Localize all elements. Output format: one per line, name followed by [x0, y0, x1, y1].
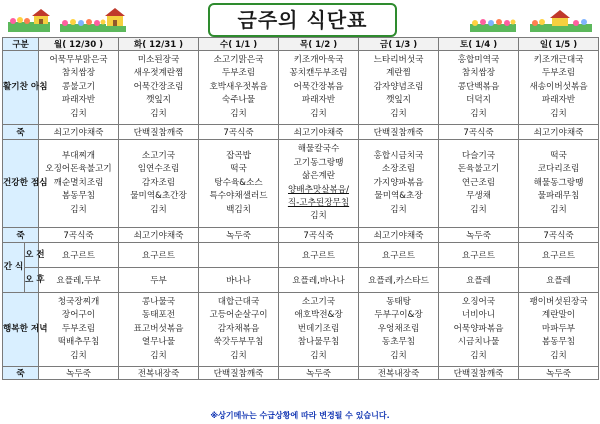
lunch-cell [119, 140, 199, 228]
menu-item: 대합근대국 [217, 296, 260, 307]
menu-item: 동태탕 [386, 296, 411, 307]
snack-afternoon-cell: 요플레,두부 [39, 268, 119, 293]
lunch-cell [519, 140, 599, 228]
day-name: 토 [459, 40, 469, 50]
page-title: 금주의 식단표 [208, 3, 397, 37]
menu-item: 소장조림 [381, 164, 416, 175]
menu-item: 김치 [470, 108, 487, 119]
day-name: 월 [53, 40, 63, 50]
breakfast-cell [119, 51, 199, 125]
menu-item: 어묵간장조림 [133, 81, 184, 92]
porridge-cell: 녹두죽 [279, 367, 359, 380]
menu-table [2, 37, 599, 380]
menu-item: 소고기국 [141, 150, 176, 161]
menu-item: 어묵무부맑은국 [49, 54, 108, 65]
porridge-cell: 단백질참깨죽 [359, 125, 439, 140]
porridge-cell: 7곡식죽 [199, 125, 279, 140]
menu-item: 김치 [70, 350, 87, 361]
snack-afternoon-cell: 요플레,바나나 [279, 268, 359, 293]
menu-item: 번데기조림 [297, 323, 340, 334]
menu-item: 청국장찌개 [57, 296, 100, 307]
menu-item: 김치 [390, 204, 407, 215]
menu-item: 마파두부 [541, 323, 576, 334]
flowers-icon [60, 6, 106, 32]
menu-item: 감자조림 [141, 177, 176, 188]
menu-item: 깻잎지 [386, 95, 411, 106]
category-header: 구분 [3, 38, 39, 51]
menu-item: 김치 [230, 350, 247, 361]
breakfast-cell [199, 51, 279, 125]
dinner-cell [519, 293, 599, 367]
breakfast-row [3, 51, 599, 125]
menu-item: 참치쌈장 [61, 68, 96, 79]
menu-item: 직-고추된장무침 [287, 197, 350, 208]
menu-item: 김치 [550, 204, 567, 215]
lunch-row [3, 140, 599, 228]
day-header-tue [119, 38, 199, 51]
lunch-cell [199, 140, 279, 228]
flowers-icon [470, 6, 516, 32]
porridge-cell: 녹두죽 [39, 367, 119, 380]
snack-morning-label: 오 전 [25, 243, 39, 268]
breakfast-cell [439, 51, 519, 125]
menu-item: 돈육불고기 [457, 164, 500, 175]
menu-item: 해물동그랑땡 [533, 177, 584, 188]
menu-item: 열무나물 [141, 337, 176, 348]
porridge-cell: 7곡식죽 [439, 125, 519, 140]
menu-item: 해물칼국수 [297, 144, 340, 155]
porridge-cell: 쇠고기야채죽 [359, 228, 439, 243]
porridge-cell: 7곡식죽 [279, 228, 359, 243]
breakfast-cell [519, 51, 599, 125]
snack-morning-cell: 요구르트 [519, 243, 599, 268]
day-header-thu [279, 38, 359, 51]
day-name: 화 [133, 40, 143, 50]
breakfast-label: 활기찬 아침 [3, 51, 39, 125]
menu-item: 동태포전 [141, 310, 176, 321]
lunch-cell [359, 140, 439, 228]
porridge-cell: 단백질참깨죽 [119, 125, 199, 140]
house-icon [104, 6, 126, 32]
lunch-cell [439, 140, 519, 228]
menu-item: 계란찜 [386, 68, 411, 79]
menu-item: 감자채볶음 [217, 323, 260, 334]
snack-label: 간 식 [3, 243, 25, 293]
menu-item: 양배추맛살볶음/ [288, 184, 350, 195]
snack-morning-cell [199, 243, 279, 268]
menu-item: 팽이버섯된장국 [529, 296, 588, 307]
dinner-row [3, 293, 599, 367]
porridge-cell: 단백질참깨죽 [199, 367, 279, 380]
menu-item: 새우젓계란찜 [133, 68, 184, 79]
snack-morning-cell: 요구르트 [439, 243, 519, 268]
menu-item: 시금치나물 [457, 337, 500, 348]
menu-item: 김치 [310, 211, 327, 222]
menu-item: 표고버섯볶음 [133, 323, 184, 334]
dinner-cell [439, 293, 519, 367]
menu-item: 고등어순살구이 [209, 310, 268, 321]
menu-item: 참치쌈장 [461, 68, 496, 79]
menu-item: 파래자반 [541, 95, 576, 106]
porridge-cell: 단백질참깨죽 [439, 367, 519, 380]
menu-item: 감자양념조림 [373, 81, 424, 92]
menu-item: 임연수조림 [137, 164, 180, 175]
snack-afternoon-row [3, 268, 599, 293]
menu-item: 콩불고기 [61, 81, 96, 92]
snack-morning-cell: 요구르트 [279, 243, 359, 268]
menu-item: 두부구이&장 [374, 310, 423, 321]
menu-item: 쑥갓두부무침 [213, 337, 264, 348]
day-name: 금 [379, 40, 389, 50]
day-name: 일 [539, 40, 549, 50]
menu-item: 오징어국 [461, 296, 496, 307]
menu-item: 특수야채샐러드 [209, 191, 268, 202]
menu-item: 우엉채조림 [377, 323, 420, 334]
porridge-label: 죽 [3, 125, 39, 140]
menu-item: 떡국 [230, 164, 247, 175]
dinner-cell [359, 293, 439, 367]
menu-item: 떡국 [550, 150, 567, 161]
menu-item: 키조개아욱국 [293, 54, 344, 65]
menu-item: 계란말이 [541, 310, 576, 321]
menu-item: 깨순멸치조림 [53, 177, 104, 188]
menu-item: 삶은계란 [301, 171, 336, 182]
snack-afternoon-cell: 바나나 [199, 268, 279, 293]
menu-item: 김치 [550, 108, 567, 119]
menu-item: 느타리버섯국 [373, 54, 424, 65]
menu-item: 김치 [150, 350, 167, 361]
menu-item: 소고기국 [301, 296, 336, 307]
menu-item: 다슬기국 [461, 150, 496, 161]
day-header-wed [199, 38, 279, 51]
menu-item: 새송이버섯볶음 [529, 81, 588, 92]
menu-item: 동초무침 [381, 337, 416, 348]
menu-item: 물미역&초장 [374, 191, 423, 202]
menu-item: 홍합미역국 [457, 54, 500, 65]
lunch-label: 건강한 점심 [3, 140, 39, 228]
menu-item: 꽁치캔두부조림 [289, 68, 348, 79]
menu-item: 김치 [150, 204, 167, 215]
menu-item: 두부조림 [221, 68, 256, 79]
breakfast-cell [39, 51, 119, 125]
menu-item: 부대찌개 [61, 150, 96, 161]
menu-item: 숙주나물 [221, 95, 256, 106]
flower-house-icon [530, 6, 592, 32]
menu-item: 무생채 [466, 191, 491, 202]
breakfast-cell [279, 51, 359, 125]
menu-item: 어묵양파볶음 [453, 323, 504, 334]
menu-item: 잡곡밥 [226, 150, 251, 161]
day-header-mon [39, 38, 119, 51]
dinner-cell [119, 293, 199, 367]
porridge-cell: 녹두죽 [519, 367, 599, 380]
menu-item: 가지양파볶음 [373, 177, 424, 188]
menu-item: 봄동무침 [61, 191, 96, 202]
porridge-cell: 녹두죽 [199, 228, 279, 243]
menu-item: 장어구이 [61, 310, 96, 321]
menu-item: 키조개근대국 [533, 54, 584, 65]
menu-item: 고기동그랑땡 [293, 157, 344, 168]
snack-morning-row [3, 243, 599, 268]
snack-afternoon-cell: 요플레,카스타드 [359, 268, 439, 293]
snack-afternoon-cell: 요플레 [439, 268, 519, 293]
menu-item: 떡배추무침 [57, 337, 100, 348]
menu-item: 소고기맑은국 [213, 54, 264, 65]
menu-item: 너비아니 [461, 310, 496, 321]
lunch-cell [279, 140, 359, 228]
lunch-porridge-row [3, 228, 599, 243]
menu-item: 두부조림 [541, 68, 576, 79]
day-header-sat [439, 38, 519, 51]
porridge-cell: 7곡식죽 [519, 228, 599, 243]
menu-item: 김치 [470, 204, 487, 215]
menu-item: 연근조림 [461, 177, 496, 188]
day-header-sun [519, 38, 599, 51]
menu-item: 파래자반 [301, 95, 336, 106]
footnote: ※상기메뉴는 수급상황에 따라 변경될 수 있습니다. [210, 411, 390, 420]
menu-item: 김치 [550, 350, 567, 361]
breakfast-porridge-row [3, 125, 599, 140]
porridge-cell: 쇠고기야채죽 [39, 125, 119, 140]
menu-item: 물파래무침 [537, 191, 580, 202]
menu-item: 홍합시금치국 [373, 150, 424, 161]
menu-item: 봄동무침 [541, 337, 576, 348]
porridge-cell: 쇠고기야채죽 [279, 125, 359, 140]
day-date: ( 1/2 ) [308, 40, 338, 50]
menu-item: 미소된장국 [137, 54, 180, 65]
porridge-cell: 쇠고기야채죽 [119, 228, 199, 243]
day-date: ( 12/31 ) [142, 40, 184, 50]
flower-house-icon [8, 6, 50, 32]
menu-item: 오징어돈육불고기 [45, 164, 112, 175]
day-date: ( 1/4 ) [468, 40, 498, 50]
snack-afternoon-cell: 두부 [119, 268, 199, 293]
menu-item: 백김치 [226, 204, 251, 215]
snack-afternoon-label: 오 후 [25, 268, 39, 293]
menu-item: 물미역&초간장 [130, 191, 187, 202]
header-row [3, 38, 599, 51]
menu-item: 깻잎지 [146, 95, 171, 106]
menu-item: 김치 [310, 350, 327, 361]
menu-item: 김치 [230, 108, 247, 119]
porridge-label: 죽 [3, 367, 39, 380]
porridge-cell: 7곡식죽 [39, 228, 119, 243]
breakfast-cell [359, 51, 439, 125]
dinner-label: 행복한 저녁 [3, 293, 39, 367]
dinner-cell [199, 293, 279, 367]
day-date: ( 1/1 ) [228, 40, 258, 50]
day-date: ( 12/30 ) [62, 40, 104, 50]
dinner-cell [279, 293, 359, 367]
menu-item: 어묵간장볶음 [293, 81, 344, 92]
day-date: ( 1/5 ) [548, 40, 578, 50]
menu-item: 김치 [390, 108, 407, 119]
menu-item: 김치 [470, 350, 487, 361]
porridge-cell: 쇠고기야채죽 [519, 125, 599, 140]
menu-item: 파래자반 [61, 95, 96, 106]
dinner-cell [39, 293, 119, 367]
menu-item: 더덕지 [466, 95, 491, 106]
day-name: 수 [219, 40, 229, 50]
menu-item: 김치 [390, 350, 407, 361]
menu-item: 김치 [150, 108, 167, 119]
menu-item: 탕수육&소스 [214, 177, 263, 188]
menu-item: 두부조림 [61, 323, 96, 334]
snack-afternoon-cell: 요플레 [519, 268, 599, 293]
porridge-cell: 전복내장죽 [359, 367, 439, 380]
menu-item: 호박새우젓볶음 [209, 81, 268, 92]
menu-item: 참나물무침 [297, 337, 340, 348]
menu-item: 김치 [310, 108, 327, 119]
dinner-porridge-row [3, 367, 599, 380]
day-header-fri [359, 38, 439, 51]
menu-item: 코다리조림 [537, 164, 580, 175]
menu-item: 김치 [70, 108, 87, 119]
menu-item: 콩단백볶음 [457, 81, 500, 92]
day-date: ( 1/3 ) [388, 40, 418, 50]
menu-item: 김치 [70, 204, 87, 215]
lunch-cell [39, 140, 119, 228]
snack-morning-cell: 요구르트 [119, 243, 199, 268]
snack-morning-cell: 요구르트 [359, 243, 439, 268]
porridge-label: 죽 [3, 228, 39, 243]
porridge-cell: 녹두죽 [439, 228, 519, 243]
day-name: 목 [299, 40, 309, 50]
snack-morning-cell: 요구르트 [39, 243, 119, 268]
menu-item: 콩나물국 [141, 296, 176, 307]
porridge-cell: 전복내장죽 [119, 367, 199, 380]
menu-item: 애호박전&장 [294, 310, 343, 321]
header [0, 0, 600, 36]
